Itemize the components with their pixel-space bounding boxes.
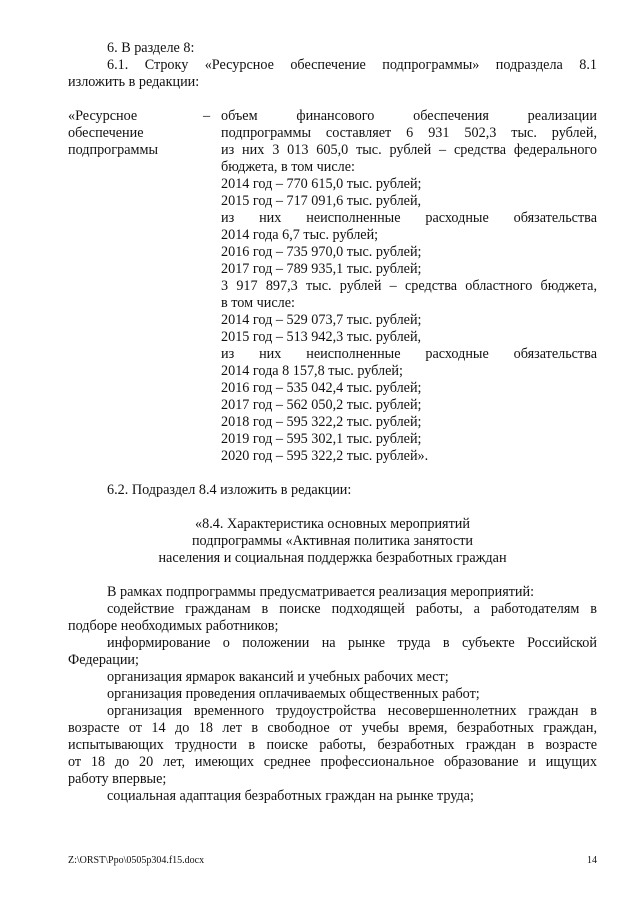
resource-line: объем финансового обеспечения реализации [221,108,597,124]
subsection-heading-line: «8.4. Характеристика основных мероприятий [195,516,470,532]
body-line: содействие гражданам в поиске подходящей работы, а работодателям в [107,601,597,617]
body-line: работу впервые; [68,771,167,787]
resource-value [221,108,597,465]
resource-line: из них 3 013 605,0 тыс. рублей – средства федерального [221,142,597,158]
body-line: испытывающих трудности в поиске работы, безработных граждан в возрасте [68,737,597,753]
resource-line: в том числе: [221,295,295,311]
resource-line: 2016 год – 735 970,0 тыс. рублей; [221,244,422,260]
body-line: информирование о положении на рынке труда в субъекте Российской [107,635,597,651]
body-line: Федерации; [68,652,139,668]
body-line: организация проведения оплачиваемых общественных работ; [107,686,480,702]
resource-line: 2017 год – 562 050,2 тыс. рублей; [221,397,422,413]
resource-line: 2014 года 6,7 тыс. рублей; [221,227,379,243]
resource-line: 2020 год – 595 322,2 тыс. рублей». [221,448,429,464]
body-line: организация временного трудоустройства несовершеннолетних граждан в [107,703,597,719]
resource-label-line: обеспечение [68,125,144,141]
resource-line: 2015 год – 513 942,3 тыс. рублей, [221,329,422,345]
footer-file-path: Z:\ORST\Ppo\0505p304.f15.docx [68,855,205,866]
resource-line: из них неисполненные расходные обязательства [221,210,597,226]
resource-line: 2014 года 8 157,8 тыс. рублей; [221,363,403,379]
page-number: 14 [587,855,597,866]
resource-line: 2018 год – 595 322,2 тыс. рублей; [221,414,422,430]
body-line: возрасте от 14 до 18 лет в свободное от учебы время, безработных граждан, [68,720,597,736]
resource-line: 2017 год – 789 935,1 тыс. рублей; [221,261,422,277]
resource-label [68,108,203,465]
document-page [68,40,597,805]
body-line: от 18 до 20 лет, имеющих среднее профессиональное образование и ищущих [68,754,597,770]
resource-line: 2015 год – 717 091,6 тыс. рублей, [221,193,422,209]
resource-line: 2019 год – 595 302,1 тыс. рублей; [221,431,422,447]
body-line: организация ярмарок вакансий и учебных рабочих мест; [107,669,449,685]
subsection-heading-line: подпрограммы «Активная политика занятости [191,533,474,549]
resource-dash: – [203,108,211,124]
resource-line: 2014 год – 529 073,7 тыс. рублей; [221,312,422,328]
resource-line: 3 917 897,3 тыс. рублей – средства областного бюджета, [221,278,597,294]
resource-label-line: «Ресурсное [68,108,138,124]
resource-line: из них неисполненные расходные обязательства [221,346,597,362]
resource-line: 2014 год – 770 615,0 тыс. рублей; [221,176,422,192]
resource-label-line: подпрограммы [68,142,158,158]
subsection-heading-line: населения и социальная поддержка безработных граждан [158,550,507,566]
item-6-2: 6.2. Подраздел 8.4 изложить в редакции: [107,482,352,498]
section-intro: 6. В разделе 8: [107,40,195,56]
resource-block [68,108,597,465]
resource-line: подпрограммы составляет 6 931 502,3 тыс. рублей, [221,125,597,141]
body-line: социальная адаптация безработных граждан на рынке труда; [107,788,474,804]
body-line: подборе необходимых работников; [68,618,279,634]
resource-line: бюджета, в том числе: [221,159,355,175]
resource-line: 2016 год – 535 042,4 тыс. рублей; [221,380,422,396]
item-6-1-line2: изложить в редакции: [68,74,200,90]
item-6-1-line1: 6.1. Строку «Ресурсное обеспечение подпрограммы» подраздела 8.1 [107,57,597,73]
body-intro: В рамках подпрограммы предусматривается реализация мероприятий: [107,584,535,600]
